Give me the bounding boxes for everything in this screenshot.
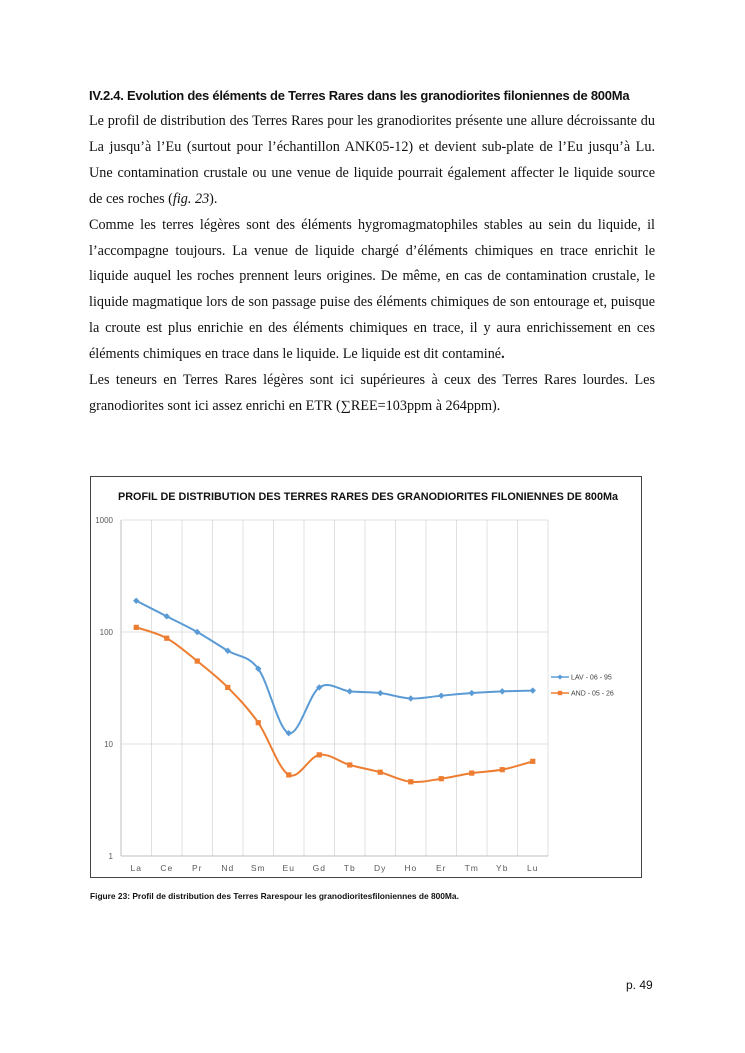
legend-label-2: AND - 05 - 26 (571, 690, 614, 698)
data-point-series-1 (499, 688, 505, 694)
x-tick-label: La (130, 863, 142, 873)
data-point-series-2 (225, 685, 230, 690)
figure-reference: fig. 23 (172, 190, 210, 207)
section-heading: IV.2.4. Evolution des éléments de Terres Rares dans les granodiorites filoniennes de 800Ma (89, 88, 630, 103)
figure-23 (90, 476, 642, 878)
x-tick-label: Yb (496, 863, 509, 873)
y-tick-label: 10 (104, 740, 113, 749)
x-tick-label: Pr (192, 863, 203, 873)
x-tick-label: Ce (160, 863, 174, 873)
paragraph-1-text: Le profil de distribution des Terres Rares pour les granodiorites présente une allure décroissante du La jusqu’à l’Eu (surtout pour l’échantillon ANK05-12) et devient sub-plate de l’Eu jusqu’à Lu. Une contamination crustale ou une venue de liquide pourrait également affecter le liquide source de ces roches ( (89, 113, 655, 207)
y-tick-label: 1 (108, 852, 113, 861)
data-point-series-2 (530, 759, 535, 764)
x-tick-label: Nd (221, 863, 235, 873)
x-tick-label: Tb (343, 863, 356, 873)
data-point-series-1 (530, 687, 536, 693)
data-point-series-2 (469, 770, 474, 775)
data-point-series-2 (134, 625, 139, 630)
legend-marker-2 (558, 691, 562, 695)
data-point-series-2 (408, 779, 413, 784)
legend-marker-1 (557, 674, 562, 679)
paragraph-1 (89, 109, 655, 213)
x-tick-label: Eu (282, 863, 295, 873)
x-tick-label: Sm (250, 863, 266, 873)
paragraph-2 (89, 213, 655, 368)
x-tick-label: Dy (374, 863, 387, 873)
legend-label-1: LAV - 06 - 95 (571, 674, 612, 682)
ree-profile-chart (91, 477, 641, 877)
y-tick-label: 1000 (95, 516, 113, 525)
chart-title: PROFIL DE DISTRIBUTION DES TERRES RARES DES GRANODIORITES FILONIENNES DE 800Ma (118, 491, 619, 503)
data-point-series-1 (469, 690, 475, 696)
data-point-series-1 (377, 690, 383, 696)
data-point-series-2 (317, 752, 322, 757)
data-point-series-2 (195, 658, 200, 663)
paragraph-3: Les teneurs en Terres Rares légères sont ici supérieures à ceux des Terres Rares lourdes. Les granodiorites sont ici assez enrichi en ETR (∑REE=103ppm à 264ppm). (89, 372, 655, 414)
y-tick-label: 100 (99, 628, 113, 637)
data-point-series-2 (347, 762, 352, 767)
data-point-series-2 (439, 776, 444, 781)
paragraph-2-end: . (501, 346, 505, 363)
x-tick-label: Ho (404, 863, 418, 873)
data-point-series-2 (164, 636, 169, 641)
data-point-series-2 (256, 720, 261, 725)
body-text (89, 109, 655, 420)
data-point-series-1 (408, 695, 414, 701)
page-number: p. 49 (626, 978, 653, 992)
x-tick-label: Gd (312, 863, 326, 873)
data-point-series-1 (438, 692, 444, 698)
x-tick-label: Tm (464, 863, 479, 873)
paragraph-2-text: Comme les terres légères sont des éléments hygromagmatophiles stables au sein du liquide, il l’accompagne toujours. La venue de liquide chargé d’éléments chimiques en trace enrichit le liquide auquel les roches prennent leurs origines. De même, en cas de contamination crustale, le liquide magmatique lors de son passage puise des éléments chimiques de son entourage et, puisque la croute est plus enrichie en des éléments chimiques en trace, il y aura enrichissement en ces éléments chimiques en trace dans le liquide. Le liquide est dit contaminé (89, 216, 655, 363)
data-point-series-1 (347, 688, 353, 694)
paragraph-1-end: ). (209, 190, 218, 207)
data-point-series-2 (378, 770, 383, 775)
figure-caption: Figure 23: Profil de distribution des Terres Rarespour les granodioritesfiloniennes de 800Ma. (90, 891, 459, 901)
x-tick-label: Lu (527, 863, 539, 873)
data-point-series-2 (286, 772, 291, 777)
x-tick-label: Er (436, 863, 447, 873)
data-point-series-2 (500, 767, 505, 772)
